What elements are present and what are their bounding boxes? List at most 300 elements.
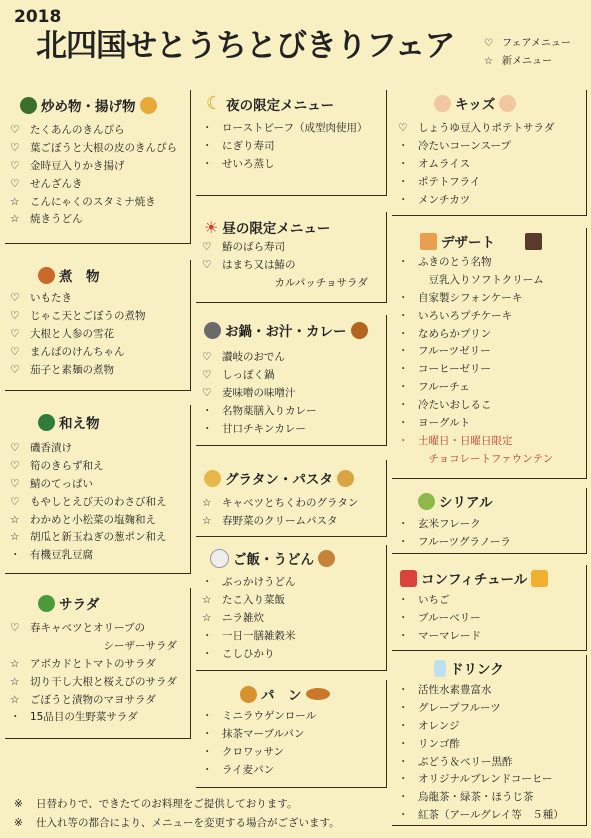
menu-item xyxy=(10,362,146,380)
menu-item-mark: ・ xyxy=(398,193,409,206)
menu-item xyxy=(10,656,177,674)
list-nimono xyxy=(10,290,146,379)
menu-item-text: マーマレード xyxy=(418,629,481,642)
menu-item xyxy=(202,628,296,646)
salad-bowl-icon xyxy=(38,414,55,431)
menu-item-mark: ・ xyxy=(398,535,409,548)
heading-salad-text: サラダ xyxy=(59,597,100,613)
menu-item-text: ぶっかけうどん xyxy=(222,576,296,588)
menu-item-text: 磯香漬け xyxy=(30,442,72,454)
menu-item-mark: ・ xyxy=(398,684,409,696)
menu-item-mark: ・ xyxy=(398,363,409,376)
menu-item-text: オムライス xyxy=(418,157,471,170)
menu-item-mark: ・ xyxy=(398,737,409,750)
menu-item xyxy=(10,158,177,176)
menu-item-text: いもたき xyxy=(30,292,72,304)
heading-aemono xyxy=(34,412,100,432)
menu-item-mark: ♡ xyxy=(10,495,20,508)
menu-item-mark: ♡ xyxy=(10,442,20,454)
heading-gratin-text: グラタン・パスタ xyxy=(225,472,333,488)
heading-kids-text: キッズ xyxy=(455,97,496,113)
menu-item-text: ライ麦パン xyxy=(222,763,275,776)
menu-item-mark: ・ xyxy=(398,417,409,430)
menu-item-mark: ・ xyxy=(398,809,409,822)
menu-item-text: 活性水素豊富水 xyxy=(418,684,492,696)
menu-item-text: 15品目の生野菜サラダ xyxy=(30,711,138,724)
menu-item-text: 讃岐のおでん xyxy=(222,351,285,363)
heart-icon: ♡ xyxy=(484,38,493,49)
menu-item xyxy=(202,610,296,628)
menu-item-mark: ・ xyxy=(398,594,409,606)
menu-item-text: 切り干し大根と桜えびのサラダ xyxy=(30,675,177,688)
menu-item xyxy=(10,440,167,458)
menu-item-mark: ・ xyxy=(202,647,213,660)
menu-item-text: ぶどう＆ベリー黒酢 xyxy=(418,755,513,768)
menu-item-mark: ・ xyxy=(398,791,409,804)
menu-item-text: アボカドとトマトのサラダ xyxy=(30,657,156,670)
menu-item-text: まんばのけんちゃん xyxy=(30,345,125,358)
heading-aemono-text: 和え物 xyxy=(59,416,100,432)
menu-item-text: ごぼうと漬物のマヨサラダ xyxy=(30,693,156,706)
menu-item-mark: ☆ xyxy=(202,593,212,606)
fried-food-icon xyxy=(140,97,157,114)
heading-gohan xyxy=(206,548,339,568)
menu-item-text: 自家製シフォンケーキ xyxy=(418,291,523,304)
heading-confiture-text: コンフィチュール xyxy=(421,572,528,588)
menu-item-text: フルーツゼリー xyxy=(418,345,491,358)
menu-item-text: 鯖のてっぱい xyxy=(30,477,93,490)
menu-item-mark: ♡ xyxy=(10,292,20,304)
menu-item xyxy=(202,495,358,513)
menu-item-mark: ♡ xyxy=(10,159,20,172)
gratin-icon xyxy=(204,470,221,487)
menu-item-mark: ・ xyxy=(202,710,213,722)
menu-item xyxy=(10,290,146,308)
menu-item-mark: ♡ xyxy=(10,459,20,472)
hotpot-icon xyxy=(204,322,221,339)
menu-item-mark: ・ xyxy=(398,381,409,394)
menu-item-text: オリジナルブレンドコーヒー xyxy=(418,773,553,786)
menu-item xyxy=(202,744,316,762)
menu-item xyxy=(398,415,553,433)
bread-icon xyxy=(240,686,257,703)
heading-hiru xyxy=(204,217,330,237)
list-aemono xyxy=(10,440,167,565)
footnote-text: 仕入れ等の都合により、メニューを変更する場合がございます。 xyxy=(36,817,340,829)
menu-item xyxy=(202,403,317,421)
menu-item-mark: ☆ xyxy=(202,514,212,527)
menu-item xyxy=(202,385,317,403)
menu-item xyxy=(398,290,553,308)
menu-item-mark: ・ xyxy=(398,518,409,530)
menu-item xyxy=(398,343,553,361)
menu-item-text: シーザーサラダ xyxy=(30,639,177,652)
menu-item-mark: ・ xyxy=(398,611,409,624)
menu-item-mark: ・ xyxy=(398,256,409,268)
list-drink xyxy=(398,682,564,825)
menu-item-mark: ♡ xyxy=(202,351,212,363)
menu-item-mark: ♡ xyxy=(202,258,212,271)
list-gohan xyxy=(202,574,296,663)
menu-item-mark: ♡ xyxy=(202,368,212,381)
menu-item-mark: ・ xyxy=(398,773,409,786)
heading-salad xyxy=(34,593,99,613)
year-label: 2018 xyxy=(14,7,62,27)
menu-item xyxy=(398,120,554,138)
menu-item xyxy=(398,254,553,272)
menu-item xyxy=(202,726,316,744)
menu-item-text: 茄子と素麺の煮物 xyxy=(30,363,114,376)
simmered-pot-icon xyxy=(38,267,55,284)
menu-item-text: 抹茶マーブルパン xyxy=(222,727,305,740)
menu-item-mark: ・ xyxy=(398,309,409,322)
strawberry-jam-icon xyxy=(400,570,417,587)
heading-confiture xyxy=(396,568,552,588)
menu-item xyxy=(202,708,316,726)
cake-icon xyxy=(420,233,437,250)
footnote-mark: ※ xyxy=(14,817,23,829)
menu-item-text: フルーチェ xyxy=(418,381,470,394)
list-confiture xyxy=(398,592,481,646)
menu-item-text: 大根と人参の雪花 xyxy=(30,327,114,340)
menu-item-text: ニラ雑炊 xyxy=(222,611,264,624)
stirfry-icon xyxy=(20,97,37,114)
menu-item-mark: ・ xyxy=(398,629,409,642)
menu-item-mark: ・ xyxy=(398,701,409,714)
menu-item-mark: ☆ xyxy=(10,513,20,526)
menu-item xyxy=(10,547,167,565)
list-itame xyxy=(10,122,177,229)
menu-item xyxy=(202,513,358,531)
legend-new xyxy=(484,52,552,67)
menu-item-text: いろいろプチケーキ xyxy=(418,309,513,322)
menu-item-text: しっぽく鍋 xyxy=(222,368,275,381)
list-kids xyxy=(398,120,554,209)
menu-item-mark: ☆ xyxy=(10,213,20,226)
list-yoru xyxy=(202,120,368,174)
menu-item xyxy=(398,272,553,290)
menu-item-text: ミニラウゲンロール xyxy=(222,710,317,722)
menu-item-text: 麦味噌の味噌汁 xyxy=(222,386,296,399)
menu-item-mark: ・ xyxy=(202,629,213,642)
menu-item xyxy=(10,140,177,158)
menu-item xyxy=(398,754,564,772)
heading-nabe-text: お鍋・お汁・カレー xyxy=(225,324,347,340)
menu-item-mark: ・ xyxy=(202,404,213,417)
menu-item xyxy=(202,275,368,293)
baguette-icon xyxy=(306,688,330,700)
menu-item xyxy=(398,718,564,736)
cereal-bowl-icon xyxy=(418,493,435,510)
menu-item-text: チョコレートファウンテン xyxy=(418,452,554,465)
menu-item-text: 鰆のばら寿司 xyxy=(222,241,285,253)
menu-item xyxy=(398,326,553,344)
menu-item xyxy=(10,122,177,140)
menu-item-mark: ・ xyxy=(398,291,409,304)
menu-item-text: にぎり寿司 xyxy=(222,139,275,152)
heading-nabe xyxy=(200,320,372,340)
menu-item xyxy=(202,421,317,439)
menu-item-mark: ☆ xyxy=(202,497,212,509)
menu-item-text: 豆乳入りソフトクリーム xyxy=(418,273,544,286)
list-salad xyxy=(10,620,177,727)
curry-icon xyxy=(351,322,368,339)
menu-item-text: ポテトフライ xyxy=(418,175,481,188)
heading-itame-text: 炒め物・揚げ物 xyxy=(41,99,136,115)
legend-fair xyxy=(484,34,571,49)
menu-item-text: キャベツとちくわのグラタン xyxy=(222,497,359,509)
menu-item xyxy=(398,433,553,451)
footnote-1 xyxy=(14,796,297,811)
menu-item xyxy=(202,239,368,257)
menu-item xyxy=(202,646,296,664)
menu-item-text: リンゴ酢 xyxy=(418,737,460,750)
list-dessert xyxy=(398,254,553,469)
menu-item-mark: ・ xyxy=(398,399,409,412)
menu-item-mark: ♡ xyxy=(10,309,20,322)
moon-icon: ☾ xyxy=(206,93,223,114)
menu-item-text: せんざんき xyxy=(30,177,83,190)
heading-kids xyxy=(430,93,520,113)
footnote-text: 日替わりで、できたてのお料理をご提供しております。 xyxy=(36,798,298,810)
menu-item-text: 胡瓜と新玉ねぎの葱ポン和え xyxy=(30,531,167,544)
menu-item-mark: ☆ xyxy=(10,195,20,208)
menu-item xyxy=(398,610,481,628)
heading-nimono-text: 煮 物 xyxy=(59,269,100,285)
list-hiru xyxy=(202,239,368,293)
menu-item-mark: ☆ xyxy=(10,693,20,706)
heading-gratin xyxy=(200,468,358,488)
menu-item xyxy=(10,476,167,494)
menu-item xyxy=(202,138,368,156)
footnote-mark: ※ xyxy=(14,798,23,810)
menu-item xyxy=(10,458,167,476)
sun-icon: ☀ xyxy=(204,217,219,237)
heading-drink-text: ドリンク xyxy=(450,662,504,678)
heading-yoru-text: 夜の限定メニュー xyxy=(226,97,335,114)
heading-cereal-text: シリアル xyxy=(439,495,493,511)
menu-item-mark: ♡ xyxy=(202,241,212,253)
pasta-icon xyxy=(337,470,354,487)
menu-item-mark: ♡ xyxy=(10,141,20,154)
menu-item-mark: ・ xyxy=(398,434,409,447)
menu-item-mark: ・ xyxy=(202,422,213,435)
menu-item xyxy=(10,326,146,344)
menu-item-text: カルパッチョサラダ xyxy=(222,276,368,289)
menu-item-text: 焼きうどん xyxy=(30,213,83,226)
menu-item-mark: ♡ xyxy=(398,122,408,134)
menu-item-mark: ♡ xyxy=(10,124,20,136)
legend-fair-label: フェアメニュー xyxy=(502,38,571,49)
menu-item xyxy=(398,174,554,192)
menu-item-text: なめらかプリン xyxy=(418,327,492,340)
menu-item-text: 一日一膳雑穀米 xyxy=(222,629,296,642)
menu-item-text: 玄米フレーク xyxy=(418,518,481,530)
menu-item-text: コーヒーゼリー xyxy=(418,363,491,376)
menu-item xyxy=(10,194,177,212)
heading-cereal xyxy=(414,491,492,511)
menu-item-text: ヨーグルト xyxy=(418,417,471,430)
menu-item xyxy=(10,529,167,547)
menu-item-text: ふきのとう名物 xyxy=(418,256,492,268)
menu-item-mark: ・ xyxy=(202,576,213,588)
menu-item xyxy=(10,692,177,710)
menu-item xyxy=(398,156,554,174)
heading-dessert xyxy=(416,231,546,251)
page-title: 北四国せとうちとびきりフェア xyxy=(36,28,455,64)
menu-item xyxy=(398,397,553,415)
menu-item-mark: ♡ xyxy=(202,386,212,399)
heading-yoru xyxy=(206,93,334,114)
menu-item-text: 紅茶（アールグレイ等 ５種） xyxy=(418,809,564,822)
menu-item xyxy=(202,349,317,367)
menu-item xyxy=(398,592,481,610)
chocolate-cake-icon xyxy=(525,233,542,250)
menu-item-text: せいろ蒸し xyxy=(222,157,275,170)
udon-icon xyxy=(318,550,335,567)
menu-item-mark: ♡ xyxy=(10,622,20,634)
menu-item xyxy=(10,344,146,362)
vegetable-icon xyxy=(38,595,55,612)
menu-item-text: もやしとえび天のわさび和え xyxy=(30,495,167,508)
menu-item-mark: ☆ xyxy=(202,611,212,624)
menu-item-text: クロワッサン xyxy=(222,745,284,758)
heading-pan xyxy=(236,684,334,704)
menu-item xyxy=(202,762,316,780)
menu-item-mark: ・ xyxy=(398,345,409,358)
heading-dessert-text: デザート xyxy=(441,235,495,251)
rice-bowl-icon xyxy=(210,549,229,568)
menu-item-mark: ・ xyxy=(398,719,409,732)
menu-item xyxy=(398,534,511,552)
menu-item-mark: ・ xyxy=(398,327,409,340)
menu-item xyxy=(10,709,177,727)
menu-item-mark: ・ xyxy=(202,727,213,740)
menu-item-text: 烏龍茶・緑茶・ほうじ茶 xyxy=(418,791,534,804)
menu-item-text: 名物薬膳入りカレー xyxy=(222,404,317,417)
menu-item-text: こんにゃくのスタミナ焼き xyxy=(30,195,156,208)
menu-item xyxy=(10,512,167,530)
menu-item-mark: ・ xyxy=(10,549,21,562)
menu-item-mark: ・ xyxy=(398,175,409,188)
menu-item xyxy=(202,574,296,592)
menu-item xyxy=(398,736,564,754)
menu-item-text: グレープフルーツ xyxy=(418,701,501,714)
menu-item-mark: ♡ xyxy=(10,327,20,340)
menu-item xyxy=(202,156,368,174)
heading-drink xyxy=(430,658,504,678)
menu-item-mark: ・ xyxy=(202,157,213,170)
girl-icon xyxy=(499,95,516,112)
heading-itame xyxy=(16,95,161,115)
menu-item xyxy=(398,807,564,825)
menu-item-text: こしひかり xyxy=(222,647,275,660)
menu-item xyxy=(398,379,553,397)
menu-item xyxy=(398,700,564,718)
menu-item-text: フルーツグラノーラ xyxy=(418,535,511,548)
menu-item-mark: ・ xyxy=(398,755,409,768)
star-icon: ☆ xyxy=(484,56,493,67)
menu-item xyxy=(10,620,177,638)
list-nabe xyxy=(202,349,317,438)
menu-item xyxy=(398,451,553,469)
menu-item xyxy=(10,176,177,194)
menu-item xyxy=(398,771,564,789)
menu-item-mark: ☆ xyxy=(10,531,20,544)
heading-gohan-text: ご飯・うどん xyxy=(233,552,314,568)
menu-item xyxy=(10,494,167,512)
menu-item-text: 金時豆入りかき揚げ xyxy=(30,159,125,172)
menu-item-text: 冷たいおしるこ xyxy=(418,399,492,412)
menu-item-text: はまち又は鰆の xyxy=(222,258,296,271)
menu-item-text: 土曜日・日曜日限定 xyxy=(418,434,513,447)
menu-item-text: 葉ごぼうと大根の皮のきんぴら xyxy=(30,141,177,154)
menu-item xyxy=(10,211,177,229)
menu-item-text: 春キャベツとオリーブの xyxy=(30,622,145,634)
menu-item-mark: ☆ xyxy=(10,657,20,670)
menu-item-text: わかめと小松菜の塩麹和え xyxy=(30,513,156,526)
drink-glass-icon xyxy=(434,660,446,677)
marmalade-jar-icon xyxy=(531,570,548,587)
legend-new-label: 新メニュー xyxy=(502,56,552,67)
list-pan xyxy=(202,708,316,780)
menu-item xyxy=(202,120,368,138)
menu-item-text: オレンジ xyxy=(418,719,460,732)
menu-item-mark: ・ xyxy=(10,711,21,724)
menu-item xyxy=(398,361,553,379)
menu-item-text: メンチカツ xyxy=(418,193,471,206)
menu-item xyxy=(398,628,481,646)
menu-item xyxy=(202,592,296,610)
menu-item-text: 筍のきらず和え xyxy=(30,459,104,472)
heading-nimono xyxy=(34,265,100,285)
menu-item-text: 甘口チキンカレー xyxy=(222,422,306,435)
menu-item xyxy=(398,789,564,807)
menu-item xyxy=(398,308,553,326)
menu-item-text: しょうゆ豆入りポテトサラダ xyxy=(418,122,555,134)
menu-item-text: たくあんのきんぴら xyxy=(30,124,125,136)
menu-item xyxy=(398,516,511,534)
menu-item-text: ブルーベリー xyxy=(418,611,481,624)
heading-hiru-text: 昼の限定メニュー xyxy=(222,221,331,237)
menu-item xyxy=(202,257,368,275)
list-cereal xyxy=(398,516,511,552)
menu-item-mark: ♡ xyxy=(10,345,20,358)
menu-item-text: 春野菜のクリームパスタ xyxy=(222,514,338,527)
menu-item xyxy=(10,674,177,692)
menu-item-mark: ♡ xyxy=(10,477,20,490)
menu-item-mark: ・ xyxy=(202,139,213,152)
menu-item-mark: ・ xyxy=(202,763,213,776)
heading-pan-text: パ ン xyxy=(261,688,302,704)
menu-item-text: 冷たいコーンスープ xyxy=(418,139,511,152)
footnote-2 xyxy=(14,815,340,830)
menu-item-mark: ・ xyxy=(202,745,213,758)
menu-item xyxy=(10,308,146,326)
menu-item-mark: ・ xyxy=(398,157,409,170)
menu-item-text: 有機豆乳豆腐 xyxy=(30,549,93,562)
menu-item xyxy=(398,138,554,156)
menu-item-text: ローストビーフ（成型肉使用） xyxy=(222,122,368,134)
menu-item-text: たこ入り菜飯 xyxy=(222,593,285,606)
menu-item xyxy=(202,367,317,385)
menu-item-mark: ♡ xyxy=(10,177,20,190)
menu-item-mark: ・ xyxy=(398,139,409,152)
menu-item-mark: ☆ xyxy=(10,675,20,688)
menu-item xyxy=(398,192,554,210)
menu-item-mark: ・ xyxy=(202,122,213,134)
menu-item xyxy=(10,638,177,656)
